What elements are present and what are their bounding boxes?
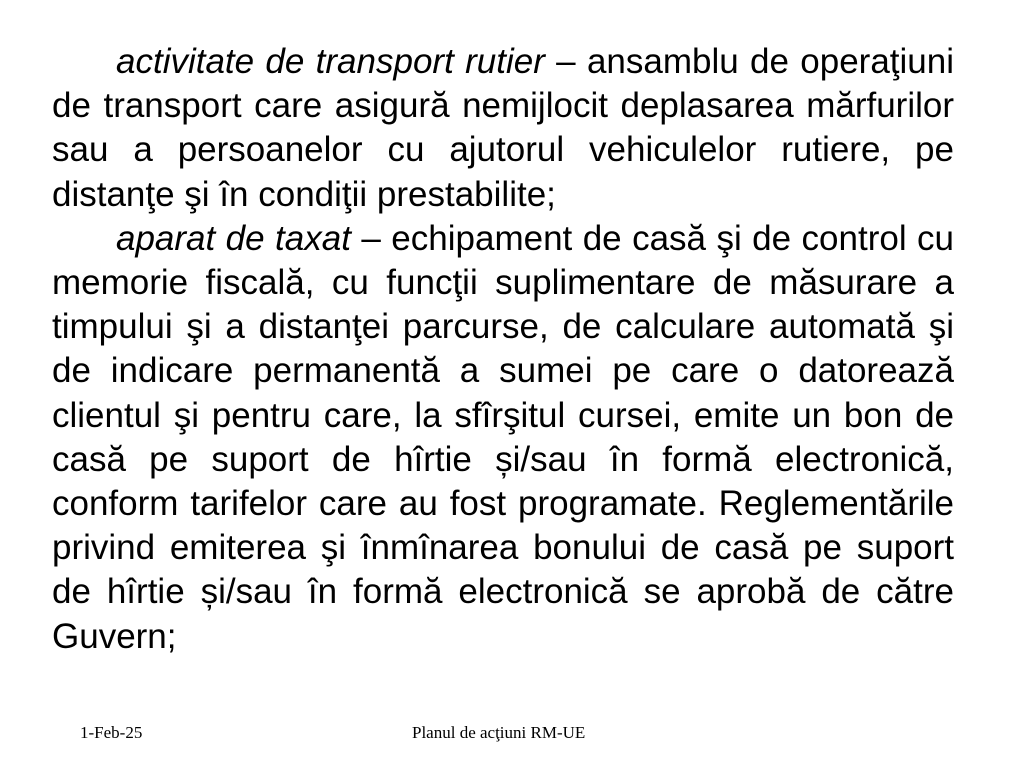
defined-term: activitate de transport rutier	[116, 42, 545, 81]
definition-text: – echipament de casă şi de control cu memorie fiscală, cu funcţii suplimentare de măsurare a timpului şi a distanţei parcurse, de calculare automată şi de indicare permanentă a sumei pe care o datorează clientul şi pentru care, la sfîrşitul cursei, emite un bon de casă pe suport de hîrtie și/sau în formă electronică, conform tarifelor care au fost programate. Reglementările privind emiterea şi înmînarea bonului de casă pe suport de hîrtie și/sau în formă electronică se aprobă de către Guvern;	[52, 218, 955, 656]
footer-title: Planul de acţiuni RM-UE	[412, 723, 586, 742]
slide-body	[52, 40, 954, 659]
definition-text: – ansamblu de operaţiuni de transport care asigură nemijlocit deplasarea mărfurilor sau a persoanelor cu ajutorul vehiculelor rutiere, pe distanţe şi în condiţii prestabilite;	[52, 42, 954, 214]
definition-paragraph-taxat	[52, 217, 954, 659]
footer-date: 1-Feb-25	[80, 723, 143, 742]
definition-paragraph-transport	[52, 40, 954, 217]
defined-term: aparat de taxat	[116, 218, 351, 258]
